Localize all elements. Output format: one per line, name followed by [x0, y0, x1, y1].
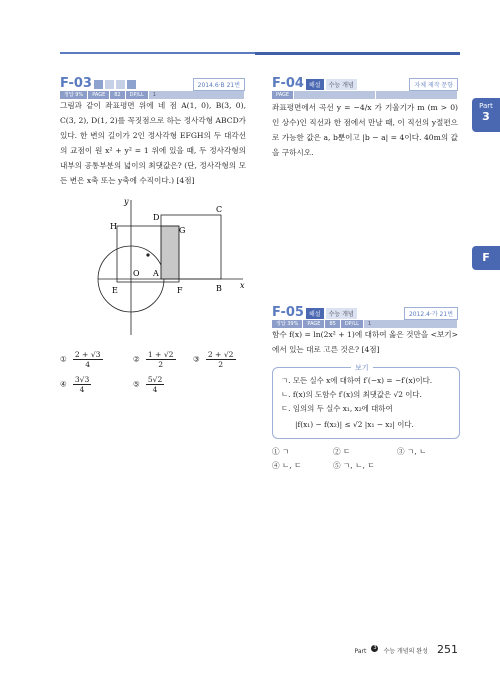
problem-tags: 해설 수능 개념	[306, 308, 357, 319]
bogi-box	[272, 364, 460, 439]
label-h: H	[110, 222, 117, 231]
footer-part: Part	[354, 648, 367, 655]
bogi-item-3-inequality: |f(x₁) − f(x₂)| ≤ √2 |x₁ − x₂| 이다.	[295, 420, 414, 429]
problem-number: F-03	[60, 76, 92, 91]
bogi-item-3: ㄷ. 임의의 두 실수 x₁, x₂에 대하여	[281, 404, 393, 413]
choice-1[interactable]: ① ㄱ	[272, 447, 290, 456]
label-a: A	[153, 269, 159, 278]
side-tab-part-label: Part	[479, 102, 493, 110]
page-number: 251	[437, 643, 458, 656]
problem-source: 자체 제작 문항	[409, 78, 458, 91]
problem-meta: 정답 9% PAGE 82 DP/LL 1	[60, 91, 245, 99]
problem-source: 2014.6·B 21번	[193, 78, 245, 91]
problem-tags: 해설 수능 개념	[306, 79, 357, 90]
label-b: B	[216, 284, 222, 293]
choice-4[interactable]: ④ $\frac{3√3}{4}$	[60, 375, 90, 394]
label-g: G	[179, 226, 186, 235]
problem-number: F-05	[272, 305, 304, 320]
difficulty-blocks	[94, 80, 136, 89]
problem-text: 그림과 같이 좌표평면 위에 네 점 A(1, 0), B(3, 0), C(3, 2), D(1, 2)를 꼭짓점으로 하는 정사각형 ABCD가 있다. 한 변의 길이가 2인 정사각형 EFGH의 두 대각선의 교점이 원 x² + y² = 1 위에 있을 때, 두 정사각형의 내부의 공통부분의 넓이의 최댓값은? (단, 정사각형의 모든 변은 x축 또는 y축에 수직이다.) [4점]	[60, 101, 246, 185]
choice-4[interactable]: ④ ㄴ, ㄷ	[272, 461, 302, 470]
choice-3[interactable]: ③ ㄱ, ㄴ	[397, 447, 427, 456]
problem-text: 함수 f(x) = ln(2x² + 1)에 대하여 옳은 것만을 <보기>에서 있는 대로 고른 것은? [4점]	[272, 330, 458, 354]
problem-number: F-04	[272, 76, 304, 91]
page-footer	[354, 638, 458, 657]
side-tab-section[interactable]: F	[472, 246, 500, 270]
efgh-center	[146, 253, 149, 256]
choice-2[interactable]: ② $\frac{1 + √2}{2}$	[133, 350, 174, 369]
choice-3[interactable]: ③ $\frac{2 + √2}{2}$	[193, 350, 234, 369]
label-c: C	[216, 205, 223, 214]
label-x: x	[240, 281, 245, 290]
footer-part-number: 3	[373, 645, 377, 651]
problem-text: 좌표평면에서 곡선 y = −4/x 가 기울기가 m (m > 0)인 상수)인 직선과 한 점에서 만날 때, 이 직선의 y절편으로 가능한 값은 a, b뿐이고 |b − a| = 4이다. 40m의 값을 구하시오.	[272, 103, 458, 157]
overlap-region	[161, 226, 179, 279]
label-d: D	[153, 213, 160, 222]
problem-meta: PAGE	[272, 91, 458, 99]
label-y: y	[124, 197, 129, 206]
footer-title: 수능 개념의 완성	[383, 648, 428, 655]
problem-header-f04	[272, 76, 458, 102]
problem-meta: 정답 39% PAGE 85 DP/LL 1	[272, 320, 458, 328]
header-rule-accent	[255, 52, 460, 55]
label-f: F	[177, 286, 183, 295]
choice-2[interactable]: ② ㄷ	[333, 447, 351, 456]
coordinate-figure	[95, 195, 255, 340]
bogi-item-2: ㄴ. f(x)의 도함수 f′(x)의 최댓값은 √2 이다.	[281, 390, 422, 399]
label-o: O	[133, 269, 140, 278]
side-tab-part[interactable]	[472, 98, 500, 132]
bogi-label: 보기	[351, 363, 373, 373]
choice-5[interactable]: ⑤ $\frac{5√2}{4}$	[133, 375, 163, 394]
choice-5[interactable]: ⑤ ㄱ, ㄴ, ㄷ	[333, 461, 375, 470]
label-e: E	[112, 286, 118, 295]
bogi-item-1: ㄱ. 모든 실수 x에 대하여 f′(−x) = −f′(x)이다.	[281, 376, 433, 385]
problem-source: 2012.4·가 21번	[404, 307, 458, 320]
choice-1[interactable]: ① $\frac{2 + √3}{4}$	[60, 350, 101, 369]
side-tab-part-number: 3	[482, 110, 490, 123]
